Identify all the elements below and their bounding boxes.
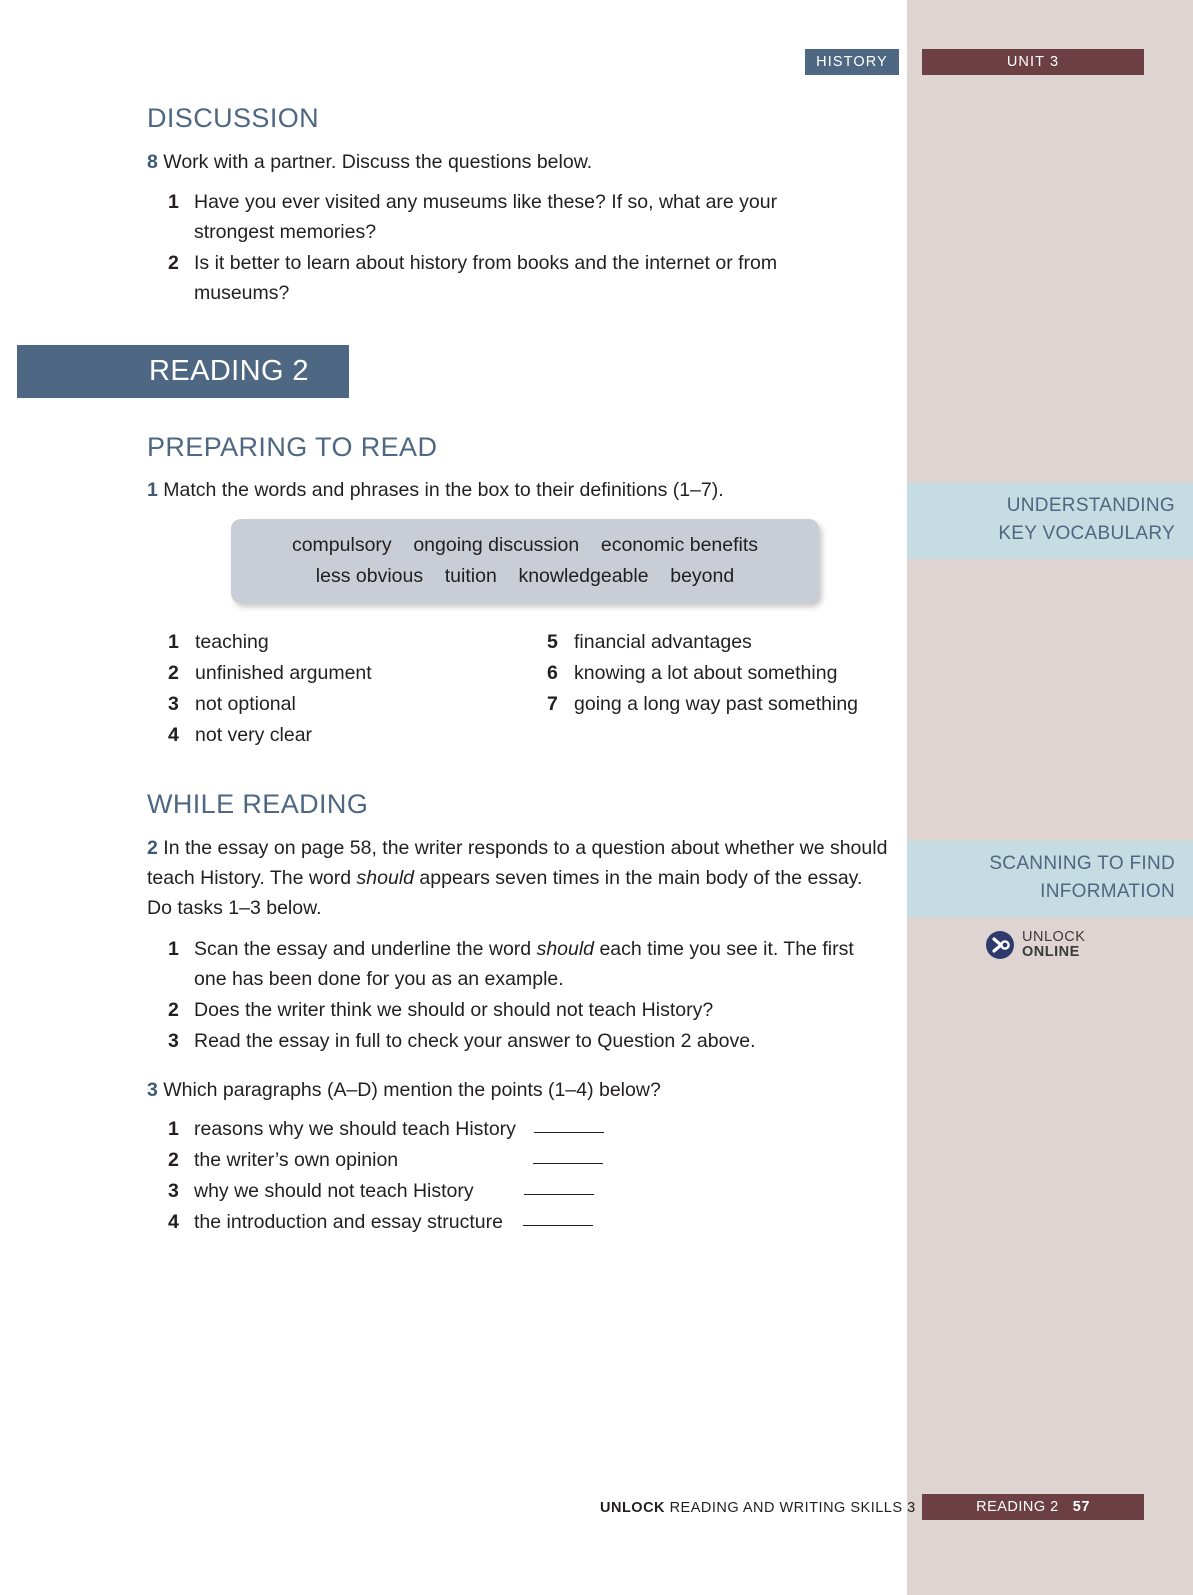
task3-item-label: the writer’s own opinion	[194, 1149, 399, 1171]
footer-series-text	[600, 1500, 916, 1516]
list-item-index: 2	[168, 252, 179, 274]
vocabulary-word-box	[231, 519, 819, 603]
list-item-index: 1	[168, 938, 179, 960]
while-reading-heading: WHILE READING	[147, 789, 369, 819]
list-item-index: 4	[168, 1211, 179, 1233]
discussion-task-number: 8	[147, 151, 158, 173]
discussion-question-list	[168, 187, 858, 309]
footer-level: 3	[907, 1500, 916, 1516]
footer-series: READING AND WRITING SKILLS	[669, 1500, 903, 1516]
vocabulary-line-2: less obvious tuition knowledgeable beyond	[315, 565, 735, 587]
preparing-to-read-heading: PREPARING TO READ	[147, 432, 438, 462]
list-item-text	[194, 1114, 768, 1144]
list-item	[168, 1207, 768, 1237]
answer-blank[interactable]	[524, 1179, 594, 1195]
list-item-text: Is it better to learn about history from books and the internet or from museums?	[194, 252, 778, 304]
vocabulary-line-1: compulsory ongoing discussion economic benefits	[291, 534, 759, 556]
reading-2-banner	[17, 345, 349, 398]
list-item	[168, 658, 498, 689]
list-item	[168, 934, 878, 994]
list-item-index: 3	[168, 693, 179, 715]
answer-blank[interactable]	[533, 1148, 603, 1164]
skill-box-scanning	[907, 841, 1193, 917]
unlock-online-line-2: ONLINE	[1022, 944, 1080, 960]
footer-section-label: READING 2	[976, 1499, 1059, 1515]
header-unit-label: UNIT 3	[1006, 54, 1060, 70]
list-item-text	[194, 1145, 768, 1175]
list-item-index: 6	[547, 662, 558, 684]
skill-label-line-1: UNDERSTANDING	[1006, 495, 1175, 516]
task3-number: 3	[147, 1079, 158, 1101]
list-item-text: financial advantages	[574, 631, 752, 653]
list-item-text-post: each time you see it. The first one has been done for you as an example.	[194, 938, 854, 990]
list-item-index: 1	[168, 1118, 179, 1140]
reading-2-banner-label: READING 2	[149, 355, 309, 387]
task2-sub-list	[168, 934, 878, 1057]
unlock-online-badge[interactable]	[985, 930, 1085, 960]
list-item-text: Have you ever visited any museums like these? If so, what are your strongest memories?	[194, 191, 778, 243]
list-item	[547, 658, 897, 689]
list-item-text: Read the essay in full to check your answer to Question 2 above.	[194, 1030, 756, 1052]
list-item-index: 7	[547, 693, 558, 715]
discussion-instruction	[147, 147, 867, 177]
list-item-text	[194, 934, 878, 994]
list-item	[168, 689, 498, 720]
while-reading-task2-instruction	[147, 833, 892, 923]
skill-label-line-2: INFORMATION	[1040, 881, 1175, 902]
list-item	[168, 1176, 768, 1206]
list-item-index: 5	[547, 631, 558, 653]
list-item-text: going a long way past something	[574, 693, 859, 715]
task3-instruction	[147, 1075, 892, 1105]
skill-label-line-2: KEY VOCABULARY	[998, 523, 1175, 544]
task3-item-label: the introduction and essay structure	[194, 1211, 503, 1233]
footer-page-number: 57	[1072, 1499, 1090, 1515]
list-item-index: 3	[168, 1030, 179, 1052]
preparing-task-number: 1	[147, 479, 158, 501]
task2-text-part1: In the essay on page 58, the writer responds to a question about whether we should teach History. The word	[147, 837, 888, 889]
answer-blank[interactable]	[523, 1210, 593, 1226]
unlock-logo-icon	[985, 930, 1015, 960]
answer-blank[interactable]	[534, 1117, 604, 1133]
task3-instruction-text: Which paragraphs (A–D) mention the points (1–4) below?	[163, 1079, 661, 1101]
list-item-index: 4	[168, 724, 179, 746]
list-item	[168, 1114, 768, 1144]
list-item-text: teaching	[195, 631, 269, 653]
list-item	[168, 995, 878, 1025]
list-item	[168, 1145, 768, 1175]
list-item	[547, 689, 897, 720]
list-item-index: 3	[168, 1180, 179, 1202]
discussion-heading: DISCUSSION	[147, 103, 320, 133]
list-item-index: 2	[168, 999, 179, 1021]
task3-item-label: why we should not teach History	[194, 1180, 474, 1202]
list-item	[168, 720, 498, 751]
preparing-instruction-text: Match the words and phrases in the box to their definitions (1–7).	[163, 479, 724, 501]
list-item-text	[194, 1176, 768, 1206]
list-item-text: knowing a lot about something	[574, 662, 838, 684]
task2-number: 2	[147, 837, 158, 859]
margin-divider	[899, 0, 907, 1595]
task2-text-part2: appears seven times in the main body of the essay. Do tasks 1–3 below.	[147, 867, 863, 919]
definitions-right-column	[547, 627, 897, 720]
list-item-index: 1	[168, 631, 179, 653]
definitions-left-column	[168, 627, 498, 751]
list-item	[168, 627, 498, 658]
list-item-text-pre: Scan the essay and underline the word	[194, 938, 537, 960]
footer-page-bar	[922, 1494, 1144, 1520]
list-item	[168, 248, 858, 308]
unlock-online-line-1: UNLOCK	[1022, 929, 1086, 945]
unlock-online-text	[1022, 930, 1085, 960]
list-item-italic: should	[536, 938, 595, 960]
list-item	[547, 627, 897, 658]
list-item-text: unfinished argument	[195, 662, 372, 684]
list-item-text: not very clear	[195, 724, 313, 746]
list-item-index: 1	[168, 191, 179, 213]
list-item-text	[194, 1207, 768, 1237]
list-item	[168, 1026, 878, 1056]
right-margin-column	[899, 0, 1193, 1595]
list-item-index: 2	[168, 1149, 179, 1171]
list-item-text: not optional	[195, 693, 296, 715]
header-unit-tag	[922, 49, 1144, 75]
header-subject-label: HISTORY	[816, 54, 888, 70]
task3-item-list	[168, 1114, 768, 1238]
skill-label-line-1: SCANNING TO FIND	[989, 853, 1175, 874]
list-item-index: 2	[168, 662, 179, 684]
footer-brand: UNLOCK	[600, 1500, 666, 1516]
list-item	[168, 187, 858, 247]
preparing-instruction	[147, 475, 877, 505]
task2-italic-word: should	[356, 867, 414, 889]
discussion-instruction-text: Work with a partner. Discuss the questions below.	[163, 151, 593, 173]
skill-box-key-vocabulary	[907, 483, 1193, 559]
task3-item-label: reasons why we should teach History	[194, 1118, 516, 1140]
list-item-text: Does the writer think we should or should not teach History?	[194, 999, 714, 1021]
